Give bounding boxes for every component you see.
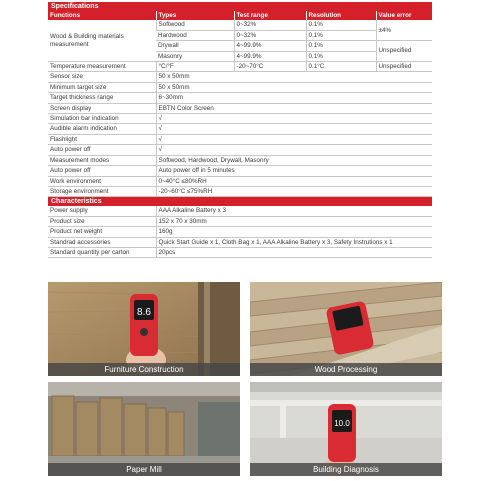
resolution-cell: 0.1% [306,41,376,51]
spec-value: 50 x 50mm [156,72,432,82]
spec-label: Auto power off [48,145,156,155]
spec-value: √ [156,114,432,124]
characteristic-label: Product net weight [48,227,156,237]
characteristics-table [48,206,432,258]
range-cell: 0~32% [234,30,306,40]
temperature-label: Temperature measurement [48,62,156,72]
table-row [48,145,432,155]
table-row [48,124,432,134]
error-cell: Unspecified [376,62,432,72]
specifications-table [48,11,433,197]
type-cell: Masonry [156,51,234,61]
table-row [48,176,432,186]
spec-label: Minimum target size [48,82,156,92]
spec-label: Work environment [48,176,156,186]
characteristic-value: Quick Start Guide x 1, Cloth Bag x 1, AAA Alkaline Battery x 3, Safety Instrutions x 1 [156,237,432,247]
table-row [48,114,432,124]
type-cell: Hardwood [156,30,234,40]
paper-mill-scene [48,382,240,476]
table-row [48,93,432,103]
table-row [48,247,432,257]
spec-rows [48,72,432,197]
table-row [48,20,432,30]
spec-label: Sensor size [48,72,156,82]
resolution-cell: 0.1% [306,51,376,61]
table-row [48,227,432,237]
spec-label: Target thickness range [48,93,156,103]
range-cell: 0~32% [234,20,306,30]
spec-label: Simulation bar indication [48,114,156,124]
photo-wood-processing [250,282,442,376]
spec-label: Flashlight [48,134,156,144]
wood-processing-scene [250,282,442,376]
table-row [48,82,432,92]
furniture-scene [48,282,240,376]
characteristic-value: 160g [156,227,432,237]
characteristics-rows [48,206,432,258]
spec-value: 0~40°C ≤80%RH [156,176,432,186]
header-resolution: Resolution [306,11,376,20]
type-cell: °C/°F [156,62,234,72]
photo-caption: Furniture Construction [48,363,240,376]
resolution-cell: 0.1% [306,30,376,40]
table-row [48,72,432,82]
spec-value: √ [156,134,432,144]
table-row [48,155,432,165]
table-row [48,206,432,216]
photo-building-diagnosis [250,382,442,476]
header-functions: Functions [48,11,156,20]
characteristic-label: Product size [48,216,156,226]
spec-label: Measurement modes [48,155,156,165]
resolution-cell: 0.1°C [306,62,376,72]
characteristic-label: Standrad accessories [48,237,156,247]
spec-value: 50 x 50mm [156,82,432,92]
spec-value: Auto power off in 5 minutes [156,166,432,176]
header-test-range: Test range [234,11,306,20]
table-row [48,216,432,226]
spec-value: -20~60°C ≤75%RH [156,186,432,196]
wood-group-label: Wood & Building materials measurement [48,20,156,61]
characteristic-value: AAA Alkaline Battery x 3 [156,206,432,216]
characteristics-heading: Characteristics [48,197,432,206]
header-value-error: Value error [376,11,432,20]
characteristic-label: Standard quantity per carton [48,247,156,257]
spec-value: EBTN Color Screen [156,103,432,113]
table-row [48,62,432,72]
spec-value: √ [156,145,432,155]
range-cell: -20~70°C [234,62,306,72]
error-building-cell: Unspecified [376,41,432,62]
table-header-row [48,11,432,20]
spec-label: Storage environment [48,186,156,196]
characteristic-label: Power supply [48,206,156,216]
spec-value: √ [156,124,432,134]
table-row [48,237,432,247]
meter-reading: 10.0 [334,419,350,428]
table-row [48,166,432,176]
characteristic-value: 20pcs [156,247,432,257]
spec-label: Audible alarm indication [48,124,156,134]
spec-value: Softwood, Hardwood, Drywall, Masonry [156,155,432,165]
spec-label: Screen display [48,103,156,113]
photo-furniture-construction [48,282,240,376]
range-cell: 4~99.9% [234,51,306,61]
header-types: Types [156,11,234,20]
table-row [48,134,432,144]
spec-value: 6~30mm [156,93,432,103]
specifications-heading: Specifications [48,2,432,11]
error-wood-cell: ±4% [376,20,432,40]
resolution-cell: 0.1% [306,20,376,30]
type-cell: Softwood [156,20,234,30]
table-row [48,103,432,113]
photo-paper-mill [48,382,240,476]
photo-caption: Paper Mill [48,463,240,476]
characteristic-value: 152 x 70 x 30mm [156,216,432,226]
table-row [48,186,432,196]
photo-caption: Building Diagnosis [250,463,442,476]
building-scene [250,382,442,476]
tables-area [48,2,432,258]
range-cell: 4~99.9% [234,41,306,51]
type-cell: Drywall [156,41,234,51]
spec-label: Auto power off [48,166,156,176]
meter-reading: 8.6 [137,307,151,318]
photo-caption: Wood Processing [250,363,442,376]
